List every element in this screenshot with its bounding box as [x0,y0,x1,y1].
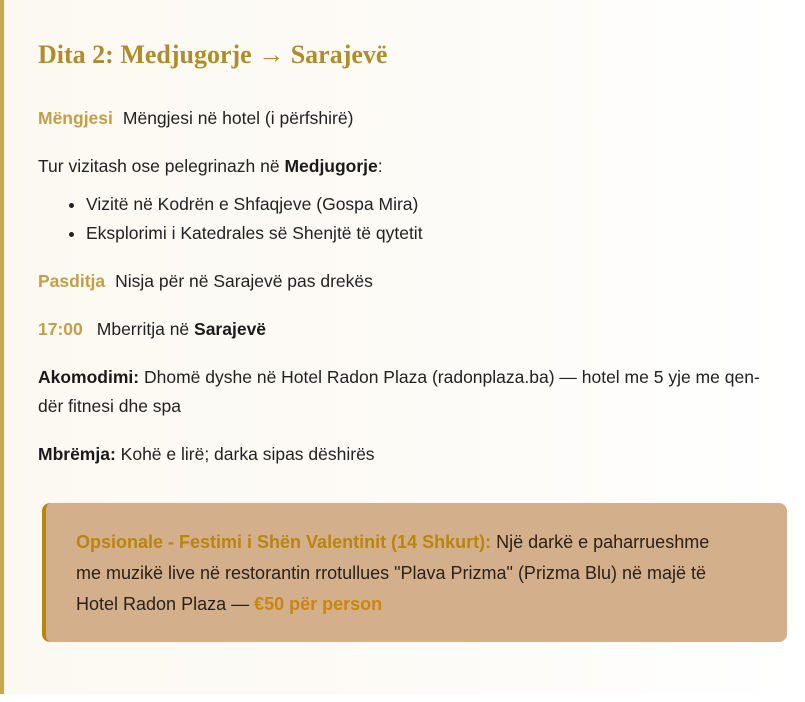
tour-intro-prefix: Tur vizitash ose pelegrinazh në [38,156,285,176]
accommodation-row [38,363,760,421]
optional-line-1 [76,527,759,558]
accommodation-text-line2: dër fitnesi dhe spa [38,396,182,416]
day-title: Dita 2: Medjugorje → Sarajevë [38,40,388,69]
tour-intro-place: Medjugorje [284,156,378,176]
evening-text: Kohë e lirë; darka sipas dëshirës [120,444,375,464]
optional-line-2: me muzikë live në restorantin rrotullues "Plava Prizma" (Prizma Blu) në majë të [76,563,706,583]
morning-label: Mëngjesi [38,108,113,128]
afternoon-text: Nisja për në Sarajevë pas drekës [115,271,373,291]
accommodation-text-line1: Dhomë dyshe në Hotel Radon Plaza (radonplaza.ba) — hotel me 5 yje me qen- [144,367,760,387]
optional-text-line3: Hotel Radon Plaza — [76,594,255,614]
morning-text: Mëngjesi në hotel (i përfshirë) [122,108,354,128]
afternoon-label: Pasditja [38,271,106,291]
morning-row [38,104,353,133]
arrival-place: Sarajevë [194,319,267,339]
tour-intro [38,152,383,181]
optional-text-line1: Një darkë e paharrueshme [496,532,710,552]
accommodation-label: Akomodimi: [38,367,140,387]
list-item: • Vizitë në Kodrën e Shfaqjeve (Gospa Mira) [86,190,423,219]
evening-label: Mbrëmja: [38,444,116,464]
afternoon-row [38,267,373,296]
optional-label: Opsionale - Festimi i Shën Valentinit (14 Shkurt): [76,532,492,552]
arrival-row [38,315,266,344]
tour-list [38,190,423,248]
tour-intro-suffix: : [377,156,383,176]
evening-row [38,440,375,469]
optional-price: €50 për person [254,594,383,614]
arrival-time: 17:00 [38,319,83,339]
arrival-text: Mberritja në [96,319,195,339]
optional-valentine-box [42,503,787,642]
optional-line-3 [76,589,759,620]
list-item: • Eksplorimi i Katedrales së Shenjtë të qytetit [86,219,423,248]
